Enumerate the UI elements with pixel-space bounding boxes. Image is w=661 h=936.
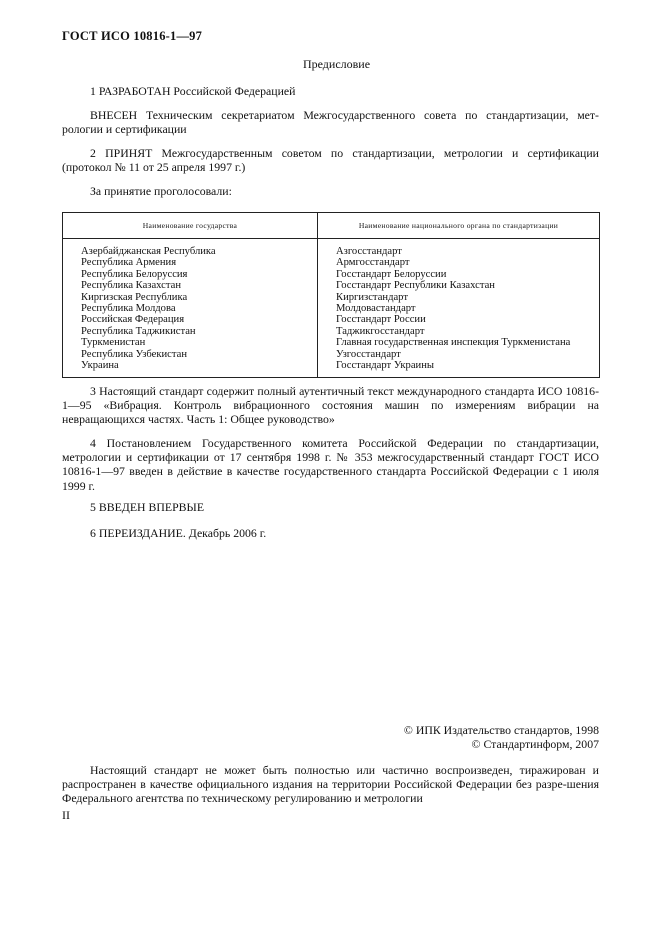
state-name: Республика Казахстан xyxy=(81,280,182,292)
standards-body-name: Узгосстандарт xyxy=(336,348,401,360)
state-name: Республика Белоруссия xyxy=(81,268,188,280)
paragraph-iso-text-content: 3 Настоящий стандарт содержит полный аутентичный текст международного стандарта ИСО 10816-1—95 «Вибрация. Контроль вибрационного состояния машин по измерениям вибрации на невращающихся частях. Часть 1: Общее руководство» xyxy=(62,384,599,427)
copyright-line-standartinform: © Стандартинформ, 2007 xyxy=(471,737,599,752)
paragraph-resolution xyxy=(62,436,599,493)
column-header-body: Наименование национального органа по стандартизации xyxy=(318,213,600,239)
paragraph-vote-intro xyxy=(62,184,599,198)
page-number: II xyxy=(62,808,70,822)
state-name: Республика Узбекистан xyxy=(81,348,188,360)
standards-body-name: Армгосстандарт xyxy=(336,257,410,269)
paragraph-reissue-text: 6 ПЕРЕИЗДАНИЕ. Декабрь 2006 г. xyxy=(90,526,267,540)
copyright-line-publisher: © ИПК Издательство стандартов, 1998 xyxy=(403,723,599,737)
state-name: Республика Таджикистан xyxy=(81,325,196,337)
standards-body-name: Киргизстандарт xyxy=(336,291,408,303)
reproduction-notice-text: Настоящий стандарт не может быть полностью или частично воспроизведен, тиражирован и распространен в качестве официального издания на территории Российской Федерации без разре-шения Федерального агентства по техническому регулированию и метрологии xyxy=(62,763,599,806)
standards-body-name: Главная государственная инспекция Туркменистана xyxy=(336,337,571,349)
paragraph-developed xyxy=(62,84,599,98)
paragraph-iso-text xyxy=(62,384,599,427)
state-name: Республика Армения xyxy=(81,257,177,269)
paragraph-vote-intro-text: За принятие проголосовали: xyxy=(90,184,232,198)
state-name: Российская Федерация xyxy=(81,314,185,326)
table-row xyxy=(63,239,600,378)
state-name: Азербайджанская Республика xyxy=(81,246,216,257)
standards-body-name: Госстандарт России xyxy=(336,314,426,326)
state-name: Киргизская Республика xyxy=(81,291,188,303)
standards-body-name: Госстандарт Украины xyxy=(336,360,434,372)
standards-body-name: Госстандарт Республики Казахстан xyxy=(336,280,495,292)
paragraph-resolution-text: 4 Постановлением Государственного комитета Российской Федерации по стандартизации, метрологии и сертификации от 17 сентября 1998 г. № 353 межгосударственный стандарт ГОСТ ИСО 10816-1—97 введен в действие в качестве государственного стандарта Российской Федерации с 1 июля 1999 г. xyxy=(62,436,599,493)
paragraph-adopted xyxy=(62,146,599,174)
table-header-row xyxy=(63,213,600,239)
paragraph-introduced-text: ВНЕСЕН Техническим секретариатом Межгосударственного совета по стандартизации, мет-рологии и сертификации xyxy=(62,108,599,137)
paragraph-introduced xyxy=(62,108,599,136)
paragraph-developed-text: 1 РАЗРАБОТАН Российской Федерацией xyxy=(90,84,296,98)
paragraph-reissue xyxy=(62,526,599,540)
state-name: Туркменистан xyxy=(81,337,146,349)
standards-body-name: Азгосстандарт xyxy=(336,246,402,257)
standards-body-name: Молдовастандарт xyxy=(336,303,416,315)
bodies-cell xyxy=(318,239,600,378)
paragraph-first-introduced-text: 5 ВВЕДЕН ВПЕРВЫЕ xyxy=(90,500,205,514)
standards-body-name: Госстандарт Белоруссии xyxy=(336,268,447,280)
states-cell xyxy=(63,239,318,378)
standards-body-name: Таджикгосстандарт xyxy=(336,325,425,337)
document-code-header: ГОСТ ИСО 10816-1—97 xyxy=(62,29,203,43)
paragraph-adopted-text: 2 ПРИНЯТ Межгосударственным советом по стандартизации, метрологии и сертификации (протокол № 11 от 25 апреля 1997 г.) xyxy=(62,146,599,175)
column-header-state: Наименование государства xyxy=(63,213,318,239)
voting-states-table xyxy=(62,212,600,378)
reproduction-notice xyxy=(62,763,599,806)
copyright-block xyxy=(404,723,599,751)
paragraph-first-introduced xyxy=(62,500,599,514)
state-name: Украина xyxy=(81,360,119,372)
state-name: Республика Молдова xyxy=(81,303,176,315)
preface-title: Предисловие xyxy=(302,57,371,71)
